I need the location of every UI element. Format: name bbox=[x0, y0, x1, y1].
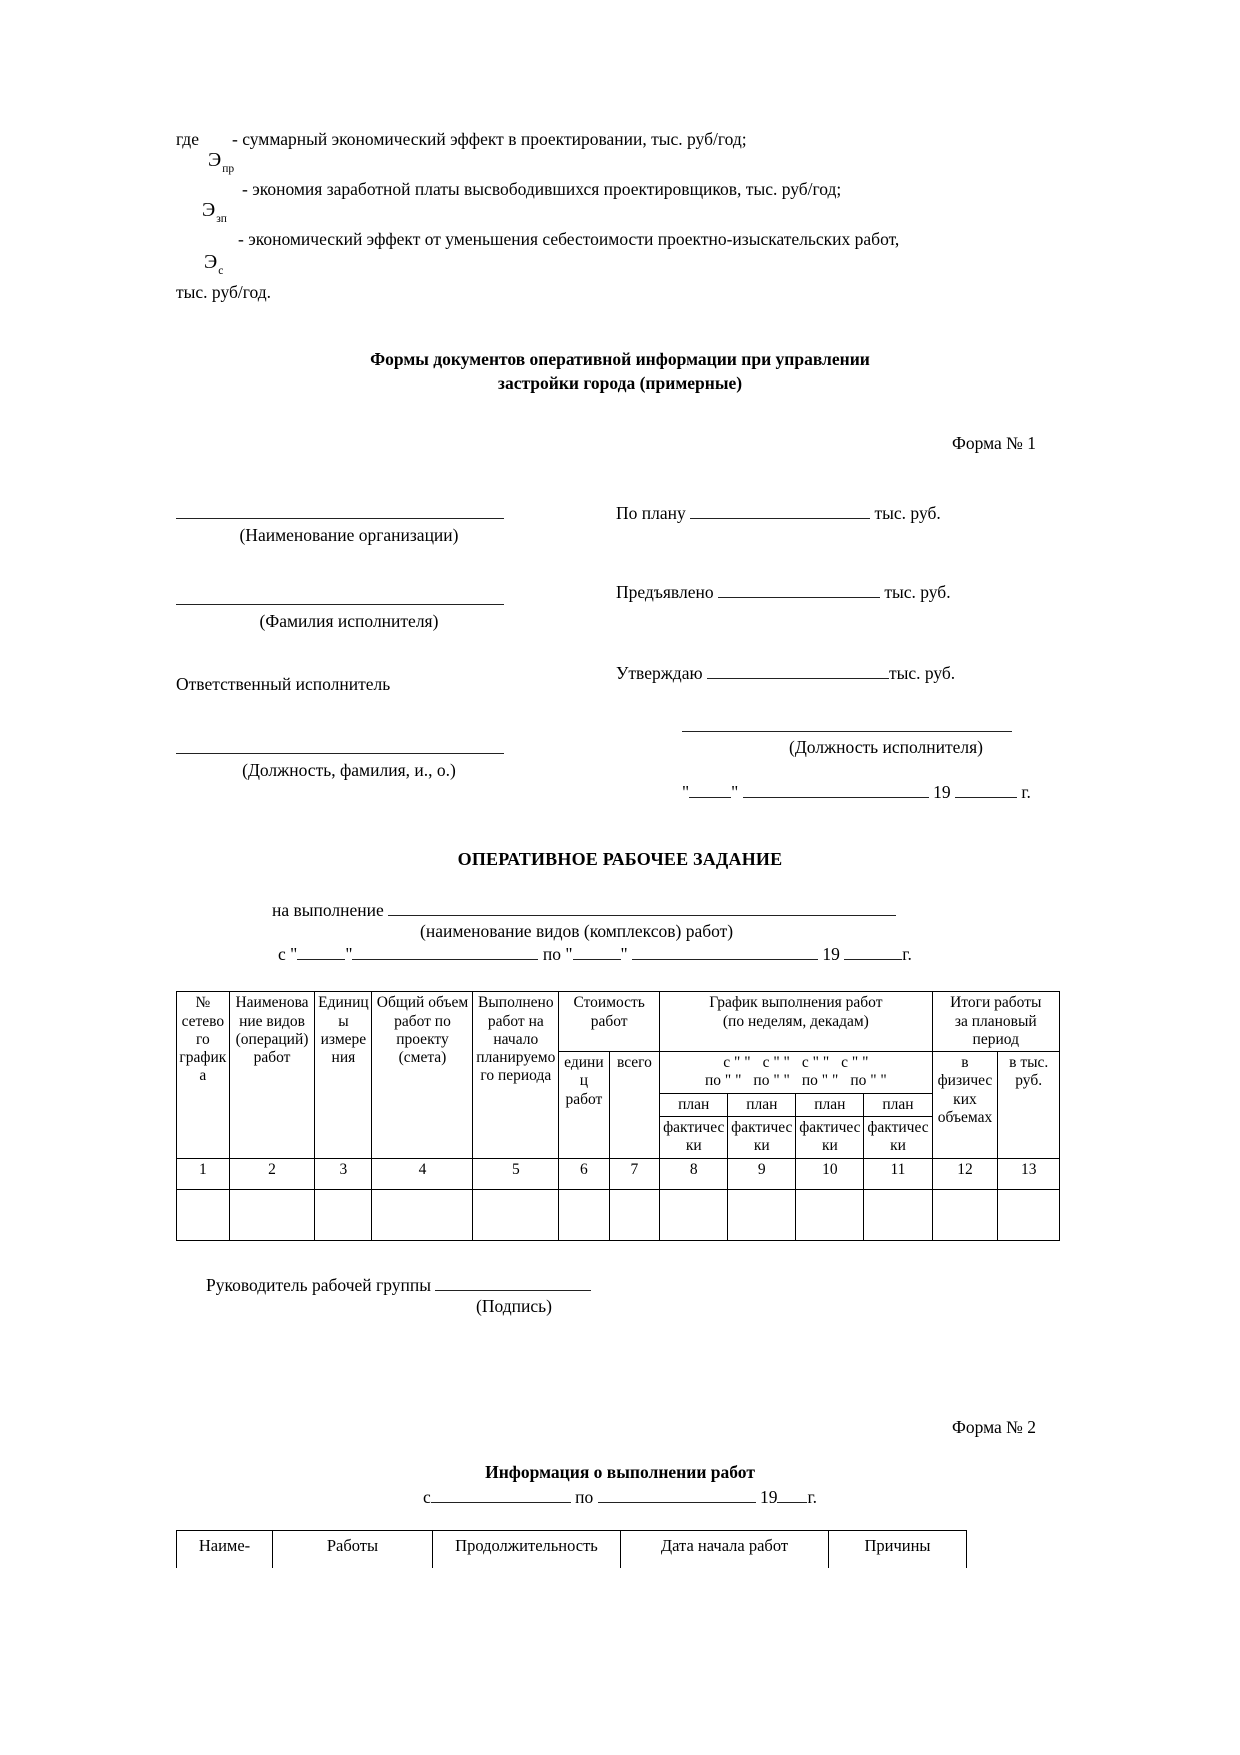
th-schedule-from-1: с " " bbox=[723, 1054, 751, 1072]
form-1-right-column bbox=[616, 472, 1064, 803]
approver-position-caption: (Должность исполнителя) bbox=[789, 737, 983, 758]
cell-5[interactable] bbox=[473, 1189, 559, 1240]
task-q4: " bbox=[620, 944, 628, 965]
task-q1: " bbox=[290, 944, 298, 965]
cell-12[interactable] bbox=[932, 1189, 998, 1240]
symbol-e-s-base: Э bbox=[204, 251, 218, 273]
th-fact-3: фактически bbox=[799, 1118, 861, 1155]
date-quote-open: " bbox=[682, 782, 690, 803]
th-total-volume: Общий объем работ по проекту (смета) bbox=[372, 992, 473, 1158]
predyavleno-unit: тыс. руб. bbox=[884, 582, 951, 603]
form-1-header-columns bbox=[176, 472, 1064, 803]
th-schedule-to-row bbox=[662, 1072, 929, 1090]
form-1-number: Форма № 1 bbox=[952, 433, 1036, 454]
signature-caption: (Подпись) bbox=[476, 1295, 552, 1316]
col-number-12: 12 bbox=[932, 1158, 998, 1189]
th-totals-group bbox=[932, 992, 1059, 1052]
executor-name-caption: (Фамилия исполнителя) bbox=[259, 610, 439, 631]
cell-3[interactable] bbox=[315, 1189, 372, 1240]
th2-reasons: Причины bbox=[829, 1530, 967, 1568]
executor-name-field-row bbox=[176, 588, 616, 611]
approver-position-row bbox=[616, 715, 1064, 738]
th-schedule-to-2: по " " bbox=[753, 1072, 790, 1090]
col-number-3: 3 bbox=[315, 1158, 372, 1189]
th-measure-units: Единицы измерения bbox=[315, 992, 372, 1158]
utverzhdayu-input[interactable] bbox=[707, 663, 889, 679]
th-totals-physical: в физических объемах bbox=[932, 1052, 998, 1158]
task-period-year-prefix: 19 bbox=[822, 944, 840, 965]
symbol-e-pr bbox=[208, 149, 235, 175]
th-fact-4: фактически bbox=[867, 1118, 929, 1155]
form-1-left-column bbox=[176, 472, 616, 803]
form-2-period-from-label: с bbox=[422, 1486, 431, 1507]
form-2-title: Информация о выполнении работ bbox=[485, 1461, 755, 1482]
th-totals-group-line1: Итоги работы bbox=[950, 994, 1042, 1012]
predyavleno-label: Предъявлено bbox=[616, 582, 714, 603]
approver-position-input[interactable] bbox=[682, 716, 1012, 732]
cell-13[interactable] bbox=[998, 1189, 1060, 1240]
task-execution-label: на выполнение bbox=[272, 900, 384, 921]
th-cost-per-unit: единиц работ bbox=[559, 1052, 610, 1158]
col-number-7: 7 bbox=[609, 1158, 660, 1189]
group-leader-row bbox=[176, 1275, 1064, 1296]
date-year-input[interactable] bbox=[955, 782, 1017, 798]
task-kinds-caption: (наименование видов (комплексов) работ) bbox=[420, 921, 734, 942]
th-schedule-to-1: по " " bbox=[704, 1072, 742, 1090]
position-field-row bbox=[176, 737, 616, 760]
cell-1[interactable] bbox=[177, 1189, 230, 1240]
legend-item-1-text bbox=[176, 128, 1064, 151]
executor-name-input[interactable] bbox=[176, 589, 504, 605]
task-period-year-input[interactable] bbox=[844, 944, 902, 960]
cell-7[interactable] bbox=[609, 1189, 660, 1240]
th2-works: Работы bbox=[273, 1530, 433, 1568]
th-cost-group: Стоимость работ bbox=[559, 992, 660, 1052]
formula-legend bbox=[176, 128, 1064, 303]
col-number-10: 10 bbox=[796, 1158, 864, 1189]
task-period-from-month-input[interactable] bbox=[352, 944, 538, 960]
cell-8[interactable] bbox=[660, 1189, 728, 1240]
th-fact-2: фактически bbox=[731, 1118, 793, 1155]
th-schedule-from-3: с " " bbox=[801, 1054, 830, 1072]
form-2-year-input[interactable] bbox=[777, 1487, 807, 1503]
legend-item-1 bbox=[176, 128, 1064, 175]
po-planu-input[interactable] bbox=[690, 503, 870, 519]
th-schedule-group-line1: График выполнения работ bbox=[709, 994, 883, 1012]
col-number-8: 8 bbox=[660, 1158, 728, 1189]
th-plan-4: план bbox=[864, 1094, 931, 1117]
th-plan-3: план bbox=[796, 1094, 863, 1117]
document-title-line2: застройки города (примерные) bbox=[497, 373, 743, 394]
legend-tail: тыс. руб/год. bbox=[176, 282, 271, 302]
form-2-number: Форма № 2 bbox=[952, 1416, 1036, 1437]
th2-duration: Продолжительность bbox=[433, 1530, 621, 1568]
form-2-year-prefix: 19 bbox=[759, 1486, 778, 1507]
po-planu-row bbox=[616, 502, 1064, 525]
table-row[interactable] bbox=[177, 1189, 1060, 1240]
th-plan-fact-3 bbox=[796, 1093, 864, 1158]
th-plan-2: план bbox=[728, 1094, 795, 1117]
utverzhdayu-label: Утверждаю bbox=[616, 662, 703, 683]
date-year-suffix: г. bbox=[1021, 782, 1031, 803]
th-fact-1: фактически bbox=[663, 1118, 725, 1155]
task-q3: " bbox=[565, 944, 573, 965]
task-period-to-day-input[interactable] bbox=[573, 944, 621, 960]
date-year-prefix: 19 bbox=[933, 782, 951, 803]
symbol-e-s bbox=[204, 251, 224, 277]
group-leader-label: Руководитель рабочей группы bbox=[206, 1274, 431, 1295]
th-completed-works: Выполнено работ на начало планируемого периода bbox=[473, 992, 559, 1158]
th-schedule-to-3: по " " bbox=[801, 1072, 839, 1090]
th-network-graph-no: № сетевого графика bbox=[177, 992, 230, 1158]
th2-start-date: Дата начала работ bbox=[621, 1530, 829, 1568]
responsible-executor-label: Ответственный исполнитель bbox=[176, 673, 391, 694]
position-caption: (Должность, фамилия, и., о.) bbox=[242, 759, 456, 780]
po-planu-label: По плану bbox=[616, 503, 686, 524]
legend-item-2-desc: - экономия заработной платы высвободившихся проектировщиков, тыс. руб/год; bbox=[242, 179, 842, 199]
org-name-input[interactable] bbox=[176, 503, 504, 519]
th-plan-fact-1 bbox=[660, 1093, 728, 1158]
th-schedule-periods bbox=[660, 1052, 932, 1094]
th-plan-fact-4 bbox=[864, 1093, 932, 1158]
table-header-row-1 bbox=[177, 992, 1060, 1052]
predyavleno-input[interactable] bbox=[718, 582, 880, 598]
utverzhdayu-row bbox=[616, 662, 1064, 685]
th-plan-fact-2 bbox=[728, 1093, 796, 1158]
task-execution-input[interactable] bbox=[388, 900, 896, 916]
th-totals-group-line2: за плановый bbox=[954, 1012, 1037, 1030]
legend-item-3-desc: - экономический эффект от уменьшения себестоимости проектно-изыскательских работ, bbox=[238, 229, 900, 249]
symbol-e-pr-base: Э bbox=[208, 149, 222, 171]
cell-9[interactable] bbox=[728, 1189, 796, 1240]
col-number-4: 4 bbox=[372, 1158, 473, 1189]
col-number-2: 2 bbox=[229, 1158, 315, 1189]
form-2-period-to-label: по bbox=[575, 1486, 594, 1507]
po-planu-unit: тыс. руб. bbox=[874, 503, 941, 524]
task-execution-row bbox=[176, 900, 1064, 921]
position-input[interactable] bbox=[176, 738, 504, 754]
th-work-kinds-name: Наименование видов (операций) работ bbox=[229, 992, 315, 1158]
symbol-e-zp-sub: зп bbox=[216, 213, 227, 225]
col-number-13: 13 bbox=[998, 1158, 1060, 1189]
task-q2: " bbox=[345, 944, 353, 965]
org-name-caption: (Наименование организации) bbox=[239, 525, 459, 546]
task-period-year-suffix: г. bbox=[902, 944, 912, 965]
task-section-title: ОПЕРАТИВНОЕ РАБОЧЕЕ ЗАДАНИЕ bbox=[457, 849, 783, 870]
legend-item-2 bbox=[176, 178, 1064, 225]
document-body bbox=[176, 128, 1064, 1568]
th-schedule-group bbox=[660, 992, 932, 1052]
utverzhdayu-unit: тыс. руб. bbox=[888, 662, 956, 683]
form-2-table bbox=[176, 1530, 967, 1568]
group-leader-signature-input[interactable] bbox=[435, 1275, 591, 1291]
th-schedule-group-line2: (по неделям, декадам) bbox=[722, 1012, 869, 1030]
cell-10[interactable] bbox=[796, 1189, 864, 1240]
col-number-6: 6 bbox=[559, 1158, 610, 1189]
task-period-from-day-input[interactable] bbox=[297, 944, 345, 960]
form-2-year-suffix: г. bbox=[807, 1486, 818, 1507]
th-totals-group-line3: период bbox=[972, 1030, 1019, 1048]
symbol-e-s-sub: с bbox=[218, 265, 224, 277]
task-period-to-label: по bbox=[542, 944, 561, 965]
symbol-e-zp bbox=[202, 199, 227, 225]
org-name-field-row bbox=[176, 502, 616, 525]
col-number-9: 9 bbox=[728, 1158, 796, 1189]
cell-4[interactable] bbox=[372, 1189, 473, 1240]
document-title bbox=[176, 347, 1064, 395]
legend-item-3 bbox=[176, 228, 1064, 277]
operational-task-table bbox=[176, 991, 1060, 1240]
table-number-row bbox=[177, 1158, 1060, 1189]
form-2-period-to-input[interactable] bbox=[598, 1487, 756, 1503]
th-totals-thousand-rub: в тыс. руб. bbox=[998, 1052, 1060, 1158]
where-label: где bbox=[176, 129, 199, 149]
col-number-11: 11 bbox=[864, 1158, 932, 1189]
document-title-line1: Формы документов оперативной информации при управлении bbox=[370, 349, 870, 369]
form-2-period-from-input[interactable] bbox=[431, 1487, 571, 1503]
predyavleno-row bbox=[616, 581, 1064, 604]
th-schedule-from-2: с " " bbox=[762, 1054, 790, 1072]
cell-2[interactable] bbox=[229, 1189, 315, 1240]
th-schedule-from-4: с " " bbox=[841, 1054, 869, 1072]
form-2-header-row bbox=[177, 1530, 967, 1568]
cell-11[interactable] bbox=[864, 1189, 932, 1240]
col-number-1: 1 bbox=[177, 1158, 230, 1189]
symbol-e-pr-sub: пр bbox=[222, 163, 235, 175]
legend-item-1-desc: - суммарный экономический эффект в проектировании, тыс. руб/год; bbox=[232, 129, 747, 149]
date-month-input[interactable] bbox=[743, 782, 929, 798]
form-1-date-row bbox=[616, 782, 1064, 803]
date-day-input[interactable] bbox=[689, 782, 731, 798]
task-period-to-month-input[interactable] bbox=[632, 944, 818, 960]
task-period-from-label: с bbox=[278, 944, 286, 965]
col-number-5: 5 bbox=[473, 1158, 559, 1189]
date-quote-close: " bbox=[731, 782, 739, 803]
th2-name: Наиме- bbox=[177, 1530, 273, 1568]
form-2-period-row bbox=[176, 1487, 1064, 1508]
symbol-e-zp-base: Э bbox=[202, 199, 216, 221]
th-plan-1: план bbox=[660, 1094, 727, 1117]
task-period-row bbox=[176, 944, 1064, 965]
th-schedule-to-4: по " " bbox=[850, 1072, 887, 1090]
th-cost-total: всего bbox=[609, 1052, 660, 1158]
th-schedule-from-row bbox=[662, 1054, 929, 1072]
cell-6[interactable] bbox=[559, 1189, 610, 1240]
